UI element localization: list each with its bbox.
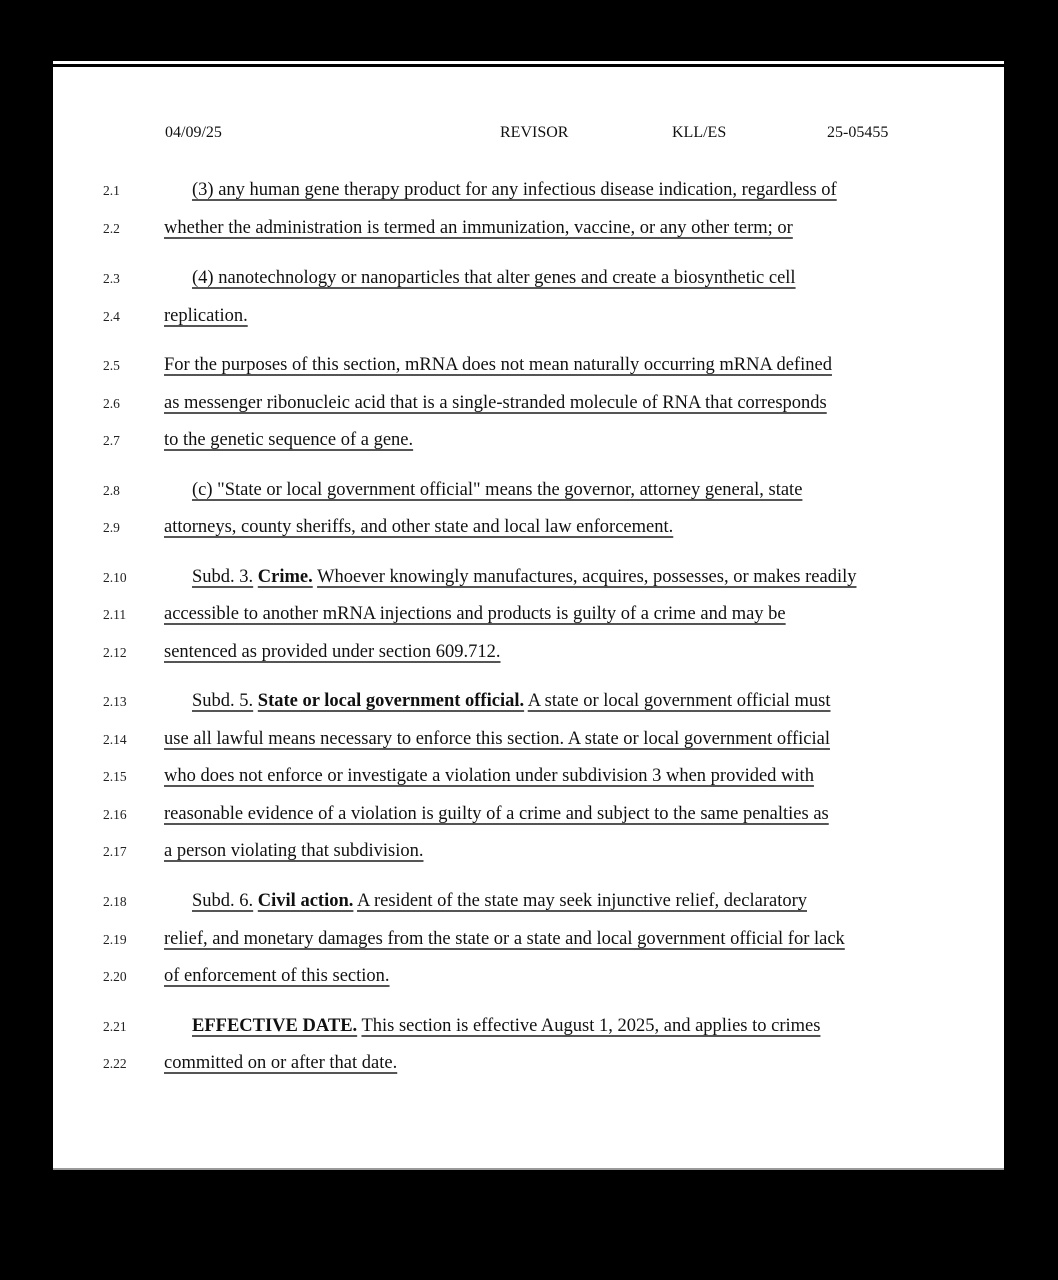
line-text: replication. (164, 306, 248, 326)
line-text: sentenced as provided under section 609.712. (164, 642, 501, 662)
line-text: use all lawful means necessary to enforce this section. A state or local government official (164, 729, 830, 749)
line-2-10 (53, 565, 1004, 589)
line-number: 2.3 (103, 271, 120, 286)
line-number: 2.2 (103, 221, 120, 236)
header-initials: KLL/ES (672, 124, 727, 141)
line-2-8 (53, 478, 1004, 502)
line-number: 2.13 (103, 694, 127, 709)
line-2-4 (53, 304, 1004, 328)
line-text: whether the administration is termed an immunization, vaccine, or any other term; or (164, 218, 793, 238)
line-2-14 (53, 727, 1004, 751)
header-document-number: 25-05455 (827, 124, 889, 141)
line-2-6 (53, 391, 1004, 415)
line-number: 2.4 (103, 309, 120, 324)
line-2-15 (53, 764, 1004, 788)
line-number: 2.10 (103, 570, 127, 585)
line-2-2 (53, 216, 1004, 240)
effective-date-heading: EFFECTIVE DATE. (192, 1016, 358, 1036)
subdivision-number: Subd. 3. (192, 567, 254, 587)
line-text: For the purposes of this section, mRNA does not mean naturally occurring mRNA defined (164, 355, 832, 375)
line-number: 2.6 (103, 396, 120, 411)
line-text: (c) "State or local government official" means the governor, attorney general, state (192, 480, 803, 500)
line-2-20 (53, 964, 1004, 988)
line-number: 2.5 (103, 358, 120, 373)
effective-date-text: This section is effective August 1, 2025, and applies to crimes (361, 1016, 821, 1036)
line-number: 2.16 (103, 807, 127, 822)
subdivision-heading: State or local government official. (257, 691, 525, 711)
line-2-3 (53, 266, 1004, 290)
line-number: 2.15 (103, 769, 127, 784)
line-number: 2.21 (103, 1019, 127, 1034)
line-text: as messenger ribonucleic acid that is a single-stranded molecule of RNA that corresponds (164, 393, 827, 413)
line-text: (3) any human gene therapy product for any infectious disease indication, regardless of (192, 180, 837, 200)
page-header (53, 124, 1004, 144)
line-2-9 (53, 515, 1004, 539)
line-2-5 (53, 353, 1004, 377)
line-text: (4) nanotechnology or nanoparticles that alter genes and create a biosynthetic cell (192, 268, 796, 288)
line-text: a person violating that subdivision. (164, 841, 424, 861)
line-text (192, 1014, 820, 1038)
line-2-7 (53, 428, 1004, 452)
line-2-11 (53, 602, 1004, 626)
line-number: 2.1 (103, 183, 120, 198)
line-text: reasonable evidence of a violation is guilty of a crime and subject to the same penalties as (164, 804, 829, 824)
line-number: 2.19 (103, 932, 127, 947)
header-date: 04/09/25 (165, 124, 222, 141)
subdivision-heading: Crime. (257, 567, 313, 587)
top-rule (53, 61, 1004, 64)
document-page (53, 67, 1004, 1170)
subdivision-heading: Civil action. (257, 891, 354, 911)
line-2-18 (53, 889, 1004, 913)
line-number: 2.8 (103, 483, 120, 498)
line-text: attorneys, county sheriffs, and other state and local law enforcement. (164, 517, 674, 537)
subdivision-text: A state or local government official must (527, 691, 831, 711)
line-text: relief, and monetary damages from the state or a state and local government official for lack (164, 929, 845, 949)
line-number: 2.12 (103, 645, 127, 660)
line-2-17 (53, 839, 1004, 863)
line-number: 2.7 (103, 433, 120, 448)
line-number: 2.18 (103, 894, 127, 909)
subdivision-text: Whoever knowingly manufactures, acquires, possesses, or makes readily (317, 567, 857, 587)
line-text: to the genetic sequence of a gene. (164, 430, 414, 450)
line-2-19 (53, 927, 1004, 951)
line-text (192, 565, 856, 589)
line-2-12 (53, 640, 1004, 664)
line-text: accessible to another mRNA injections and products is guilty of a crime and may be (164, 604, 786, 624)
subdivision-number: Subd. 5. (192, 691, 254, 711)
line-text: committed on or after that date. (164, 1053, 398, 1073)
line-2-16 (53, 802, 1004, 826)
line-number: 2.14 (103, 732, 127, 747)
line-number: 2.17 (103, 844, 127, 859)
line-number: 2.11 (103, 607, 127, 622)
line-text (192, 689, 831, 713)
line-2-1 (53, 178, 1004, 202)
line-number: 2.22 (103, 1056, 127, 1071)
subdivision-text: A resident of the state may seek injunctive relief, declaratory (357, 891, 807, 911)
line-text: who does not enforce or investigate a violation under subdivision 3 when provided with (164, 766, 814, 786)
header-office: REVISOR (500, 124, 569, 141)
line-text (192, 889, 807, 913)
line-2-21 (53, 1014, 1004, 1038)
line-number: 2.20 (103, 969, 127, 984)
line-2-22 (53, 1051, 1004, 1075)
line-2-13 (53, 689, 1004, 713)
subdivision-number: Subd. 6. (192, 891, 254, 911)
line-number: 2.9 (103, 520, 120, 535)
line-text: of enforcement of this section. (164, 966, 390, 986)
